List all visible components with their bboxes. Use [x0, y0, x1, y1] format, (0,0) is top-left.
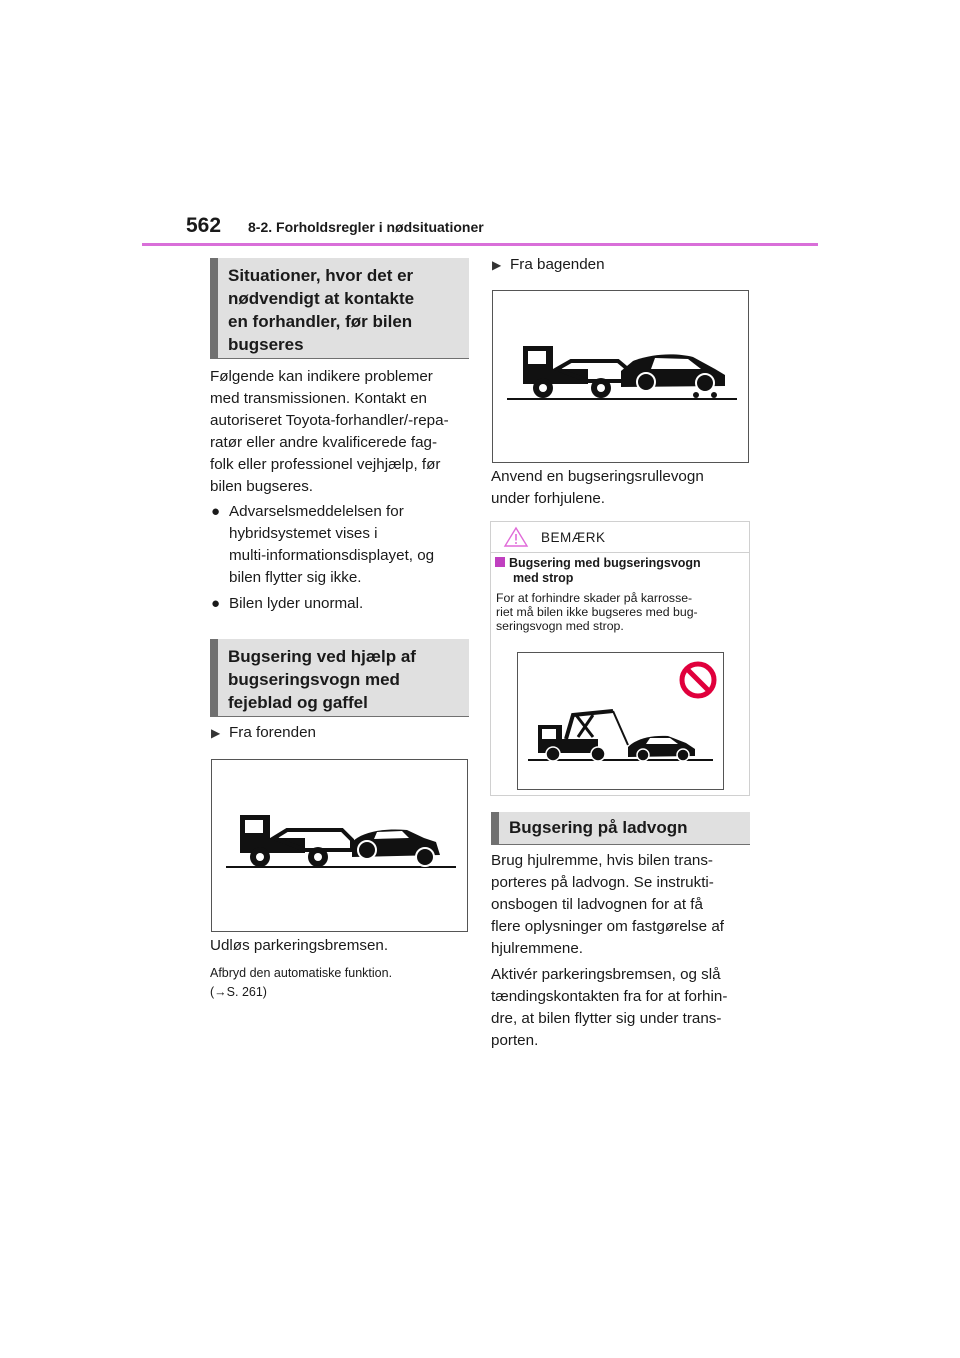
bullet-abnormal-sound: [211, 593, 471, 615]
notice-label: BEMÆRK: [541, 529, 606, 545]
triangle-bullet-icon: ▶: [492, 258, 502, 272]
bullet-dot-icon: ●: [211, 595, 221, 612]
text-line: hjulremmene.: [491, 940, 584, 957]
triangle-bullet-icon: ▶: [211, 726, 221, 740]
dolly-paragraph: [491, 466, 751, 510]
label-from-front: [211, 722, 461, 744]
heading-dealer-contact: [210, 258, 469, 359]
tow-truck-front-image: [212, 760, 467, 931]
release-brake-text: Udløs parkeringsbremsen.: [210, 937, 389, 954]
rear-tow-illustration: [492, 290, 749, 463]
text-line: porten.: [491, 1032, 539, 1049]
text-line: folk eller professionel vejhjælp, før: [210, 456, 441, 473]
text-line: autoriseret Toyota-forhandler/-repa-: [210, 412, 449, 429]
page-number: 562: [186, 214, 222, 237]
notice-title-line: med strop: [513, 571, 574, 585]
text-line: dre, at bilen flytter sig under trans-: [491, 1010, 722, 1027]
parking-brake-paragraph: [491, 964, 756, 1052]
text-line: Aktivér parkeringsbremsen, og slå: [491, 966, 721, 983]
bullet-dot-icon: ●: [211, 503, 221, 520]
flatbed-paragraph: [491, 850, 756, 960]
text-line: riet må bilen ikke bugseres med bug-: [496, 605, 698, 619]
text-line: Følgende kan indikere problemer: [210, 368, 433, 385]
square-bullet-icon: [495, 557, 505, 567]
heading-line: fejeblad og gaffel: [228, 693, 368, 712]
heading-line: en forhandler, før bilen: [228, 312, 413, 331]
auto-function-text: Afbryd den automatiske funktion.: [210, 966, 393, 980]
header-rule: [142, 243, 818, 246]
text-line: multi-informationsdisplayet, og: [229, 547, 435, 564]
text-line: under forhjulene.: [491, 490, 605, 507]
transmission-paragraph: [210, 366, 475, 498]
notice-body: [496, 591, 746, 633]
notice-title: [495, 556, 747, 586]
text-line: Fra bagenden: [510, 256, 605, 273]
warning-triangle-icon: [491, 526, 541, 548]
text-line: seringsvogn med strop.: [496, 619, 624, 633]
notice-title-line: Bugsering med bugseringsvogn: [509, 556, 701, 570]
notice-box: [490, 521, 750, 796]
page-reference: (→S. 261): [210, 985, 267, 999]
heading-line: bugseringsvogn med: [228, 670, 400, 689]
label-from-rear: [492, 254, 742, 276]
text-line: porteres på ladvogn. Se instrukti-: [491, 874, 714, 891]
text-line: onsbogen til ladvognen for at få: [491, 896, 703, 913]
text-line: bilen bugseres.: [210, 478, 314, 495]
tow-truck-rear-image: [493, 291, 748, 462]
strap-tow-image: [518, 653, 723, 789]
heading-flatbed: Bugsering på ladvogn: [491, 812, 750, 845]
text-line: bilen flytter sig ikke.: [229, 569, 362, 586]
text-line: ratør eller andre kvalificerede fag-: [210, 434, 438, 451]
text-line: Bilen lyder unormal.: [229, 595, 364, 612]
heading-line: Situationer, hvor det er: [228, 266, 414, 285]
front-tow-illustration: [211, 759, 468, 932]
heading-line: bugseres: [228, 335, 304, 354]
text-line: flere oplysninger om fastgørelse af: [491, 918, 724, 935]
heading-line: Bugsering ved hjælp af: [228, 647, 416, 666]
text-line: For at forhindre skader på karrosse-: [496, 591, 693, 605]
strap-tow-prohibited-illustration: [517, 652, 724, 790]
text-line: Advarselsmeddelelsen for: [229, 503, 404, 520]
text-line: Anvend en bugseringsrullevogn: [491, 468, 704, 485]
heading-wheel-lift: [210, 639, 469, 717]
section-title: 8-2. Forholdsregler i nødsituationer: [248, 219, 484, 235]
bullet-warning-message: [211, 501, 471, 589]
text-line: med transmissionen. Kontakt en: [210, 390, 427, 407]
heading-line: nødvendigt at kontakte: [228, 289, 415, 308]
text-line: tændingskontakten fra for at forhin-: [491, 988, 728, 1005]
reference-page: S. 261): [226, 985, 267, 999]
text-line: Fra forenden: [229, 724, 316, 741]
notice-header: [491, 522, 749, 553]
arrow-right-icon: →: [214, 985, 227, 999]
text-line: Brug hjulremme, hvis bilen trans-: [491, 852, 713, 869]
text-line: hybridsystemet vises i: [229, 525, 378, 542]
